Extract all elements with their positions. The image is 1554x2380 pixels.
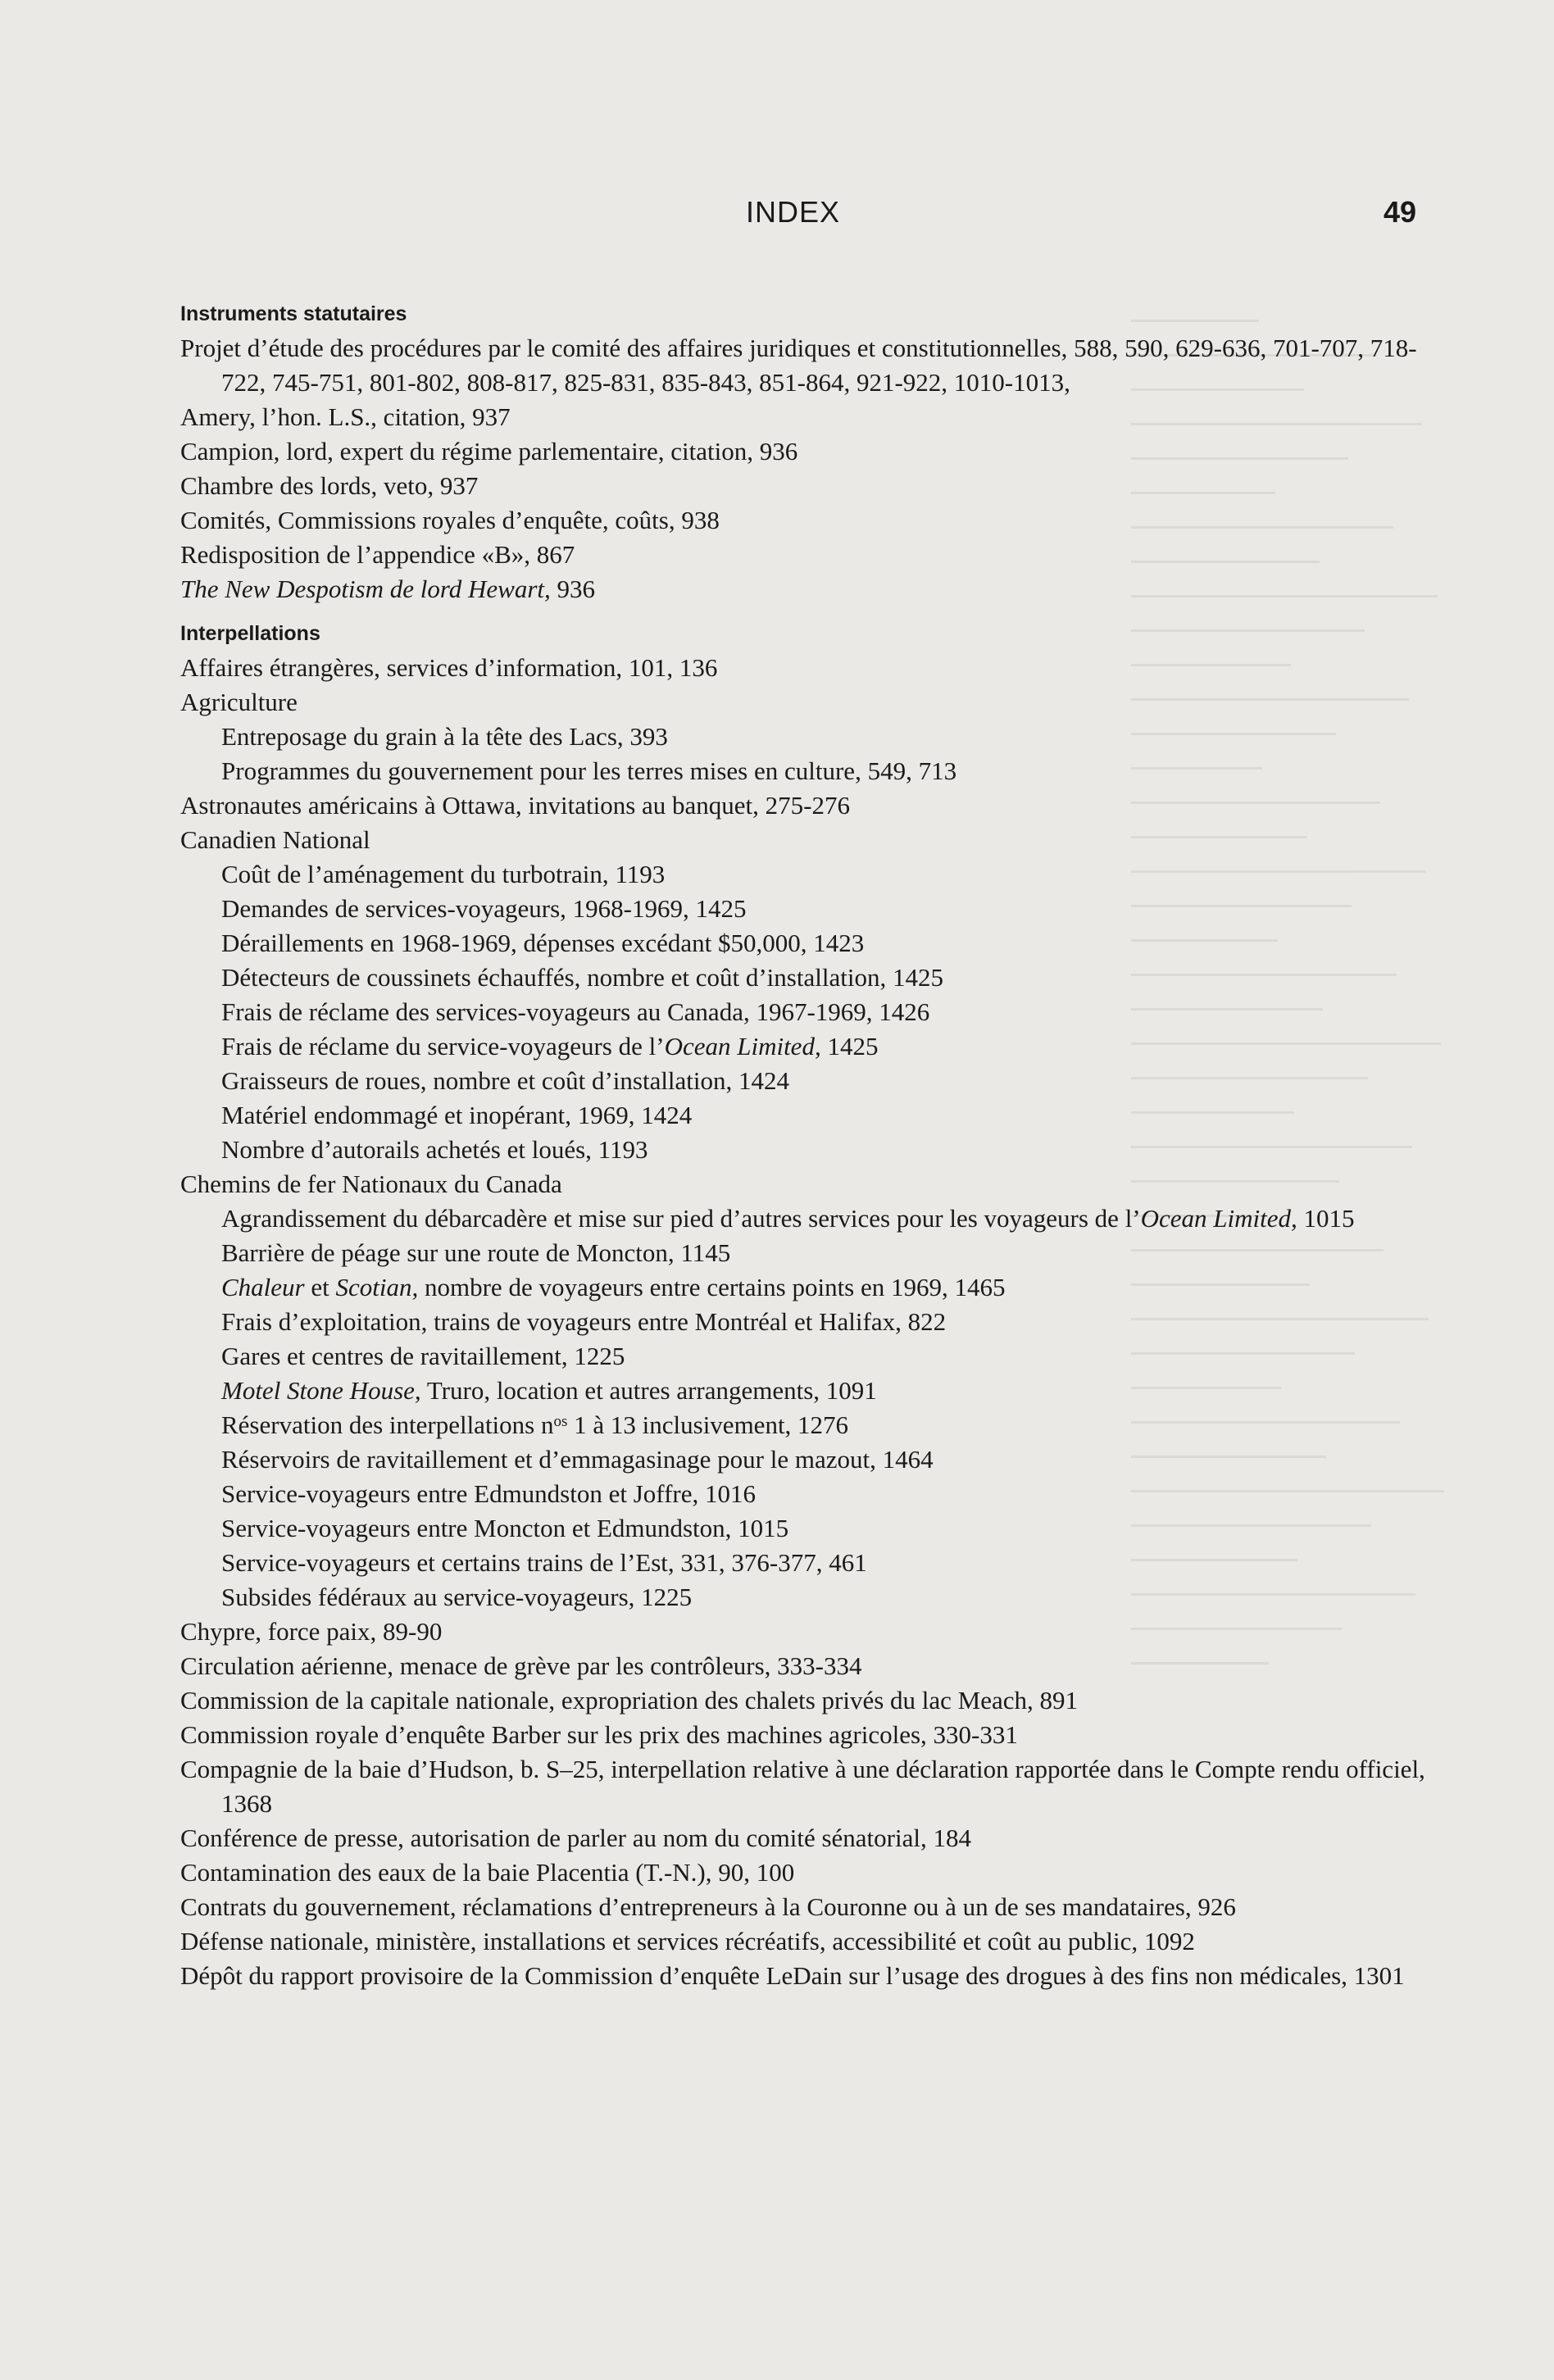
entry-text: Contrats du gouvernement, réclamations d’entrepreneurs à la Couronne ou à un de ses mandataires, 926 [180, 1892, 1236, 1921]
index-subentry [172, 1236, 1434, 1270]
entry-ital: Ocean Limited, [1140, 1204, 1297, 1233]
entry-text: Chypre, force paix, 89-90 [180, 1617, 443, 1646]
entry-text: Matériel endommagé et inopérant, 1969, 1424 [221, 1101, 693, 1129]
entry-text: Agriculture [180, 688, 298, 716]
entry-text: Circulation aérienne, menace de grève par les contrôleurs, 333-334 [180, 1651, 862, 1680]
index-entry [172, 651, 1434, 685]
entry-text: Chemins de fer Nationaux du Canada [180, 1170, 562, 1198]
index-subentry [172, 1201, 1434, 1236]
index-entry [172, 1821, 1434, 1855]
entry-text: Dépôt du rapport provisoire de la Commission d’enquête LeDain sur l’usage des drogues à des fins non médicales, 1301 [180, 1961, 1405, 1990]
index-subentry [172, 1408, 1434, 1442]
entry-tail: 1 à 13 inclusivement, 1276 [567, 1410, 849, 1439]
entry-text: Service-voyageurs entre Moncton et Edmundston, 1015 [221, 1514, 789, 1542]
index-entry [172, 1855, 1434, 1890]
entry-text: Entreposage du grain à la tête des Lacs, 393 [221, 722, 668, 751]
entry-text: Défense nationale, ministère, installations et services récréatifs, accessibilité et coût au public, 1092 [180, 1927, 1195, 1955]
entry-text: Réservation des interpellations n [221, 1410, 554, 1439]
index-subentry [172, 1580, 1434, 1615]
index-entry [172, 1890, 1434, 1924]
entry-text: Graisseurs de roues, nombre et coût d’installation, 1424 [221, 1066, 790, 1095]
index-entry [172, 538, 1434, 572]
index-subentry [172, 926, 1434, 961]
index-entry [172, 1683, 1434, 1718]
index-section [172, 297, 1434, 606]
entry-text: Amery, l’hon. L.S., citation, 937 [180, 402, 511, 431]
index-entry [172, 572, 1434, 606]
index-subentry [172, 1029, 1434, 1064]
index-entry [172, 685, 1434, 720]
entry-text: Commission de la capitale nationale, expropriation des chalets privés du lac Meach, 891 [180, 1686, 1079, 1715]
entry-text: Commission royale d’enquête Barber sur les prix des machines agricoles, 330-331 [180, 1720, 1018, 1749]
index-subentry [172, 995, 1434, 1029]
index-entry [172, 400, 1434, 434]
entry-text: Comités, Commissions royales d’enquête, coûts, 938 [180, 506, 720, 534]
index-subentry [172, 857, 1434, 892]
index-entry [172, 434, 1434, 469]
section-heading: Instruments statutaires [180, 302, 407, 325]
entry-text: Réservoirs de ravitaillement et d’emmagasinage pour le mazout, 1464 [221, 1445, 934, 1474]
entry-text: Campion, lord, expert du régime parlementaire, citation, 936 [180, 437, 798, 466]
index-entry [172, 1649, 1434, 1683]
index-entry [172, 1959, 1434, 1993]
entry-tail: 1425 [820, 1032, 879, 1061]
page-number: 49 [1384, 195, 1417, 229]
entry-text: Coût de l’aménagement du turbotrain, 1193 [221, 860, 666, 888]
index-entry [172, 469, 1434, 503]
entry-ital: Chaleur [221, 1273, 305, 1301]
entry-ital: Motel Stone House, [221, 1376, 421, 1405]
index-subentry [172, 720, 1434, 754]
entry-tail: 1015 [1297, 1204, 1355, 1233]
entry-text: Projet d’étude des procédures par le comité des affaires juridiques et constitutionnelles, 588, 590, 629-636, 701-707, 718-722, 745-751, 801-802, 808-817, 825-831, 835-843, 851-864, 921-922, 1010-1013, [180, 334, 1417, 397]
entry-text: Conférence de presse, autorisation de parler au nom du comité sénatorial, 184 [180, 1824, 971, 1852]
index-subentry [172, 1442, 1434, 1477]
entry-text: Contamination des eaux de la baie Placentia (T.-N.), 90, 100 [180, 1858, 795, 1887]
entry-text: Frais d’exploitation, trains de voyageurs entre Montréal et Halifax, 822 [221, 1307, 947, 1336]
entry-text: Frais de réclame des services-voyageurs au Canada, 1967-1969, 1426 [221, 997, 930, 1026]
entry-ital: Ocean Limited, [664, 1032, 821, 1061]
index-subentry [172, 1305, 1434, 1339]
index-entry [172, 1167, 1434, 1201]
entry-text: Service-voyageurs entre Edmundston et Joffre, 1016 [221, 1479, 756, 1508]
index-entry [172, 331, 1434, 400]
entry-text: Chambre des lords, veto, 937 [180, 471, 479, 500]
index-entry [172, 823, 1434, 857]
section-heading: Interpellations [180, 622, 320, 645]
index-entry [172, 1752, 1434, 1821]
index-subentry [172, 1374, 1434, 1408]
index-subentry [172, 961, 1434, 995]
entry-text: Redisposition de l’appendice «B», 867 [180, 540, 575, 569]
entry-text: Truro, location et autres arrangements, 1091 [420, 1376, 877, 1405]
index-subentry [172, 754, 1434, 788]
entry-text: Détecteurs de coussinets échauffés, nombre et coût d’installation, 1425 [221, 963, 943, 992]
entry-ital2: Scotian, [335, 1273, 419, 1301]
entry-text: Compagnie de la baie d’Hudson, b. S–25, interpellation relative à une déclaration rapportée dans le Compte rendu officiel, 1368 [180, 1755, 1425, 1818]
entry-text: Demandes de services-voyageurs, 1968-1969, 1425 [221, 894, 747, 923]
index-subentry [172, 1477, 1434, 1511]
entry-sup: os [553, 1413, 568, 1430]
page-header [0, 195, 1554, 244]
entry-text: Nombre d’autorails achetés et loués, 1193 [221, 1135, 648, 1164]
index-entry [172, 1924, 1434, 1959]
index-body [172, 297, 1434, 1993]
entry-text: Barrière de péage sur une route de Moncton, 1145 [221, 1238, 731, 1267]
index-section [172, 616, 1434, 1993]
entry-text: Agrandissement du débarcadère et mise sur pied d’autres services pour les voyageurs de l’ [221, 1204, 1141, 1233]
entry-tail: nombre de voyageurs entre certains points en 1969, 1465 [418, 1273, 1006, 1301]
entry-ital: The New Despotism de lord Hewart, [180, 575, 551, 603]
entry-text: Canadien National [180, 825, 370, 854]
index-subentry [172, 892, 1434, 926]
entry-text: Gares et centres de ravitaillement, 1225 [221, 1342, 625, 1370]
index-subentry [172, 1098, 1434, 1133]
index-subentry [172, 1546, 1434, 1580]
index-entry [172, 1615, 1434, 1649]
entry-text: Frais de réclame du service-voyageurs de l’ [221, 1032, 665, 1061]
entry-text: 936 [550, 575, 596, 603]
entry-text: Affaires étrangères, services d’information, 101, 136 [180, 653, 718, 682]
entry-text: Subsides fédéraux au service-voyageurs, 1225 [221, 1583, 693, 1611]
index-subentry [172, 1511, 1434, 1546]
entry-text: Service-voyageurs et certains trains de l’Est, 331, 376-377, 461 [221, 1548, 867, 1577]
index-entry [172, 788, 1434, 823]
entry-text: Déraillements en 1968-1969, dépenses excédant $50,000, 1423 [221, 929, 865, 957]
index-entry [172, 503, 1434, 538]
index-subentry [172, 1064, 1434, 1098]
index-entry [172, 1718, 1434, 1752]
index-subentry [172, 1133, 1434, 1167]
entry-text: et [304, 1273, 336, 1301]
entry-text: Astronautes américains à Ottawa, invitations au banquet, 275-276 [180, 791, 850, 820]
index-subentry [172, 1270, 1434, 1305]
entry-text: Programmes du gouvernement pour les terres mises en culture, 549, 713 [221, 756, 957, 785]
index-subentry [172, 1339, 1434, 1374]
page-title: INDEX [746, 195, 841, 229]
